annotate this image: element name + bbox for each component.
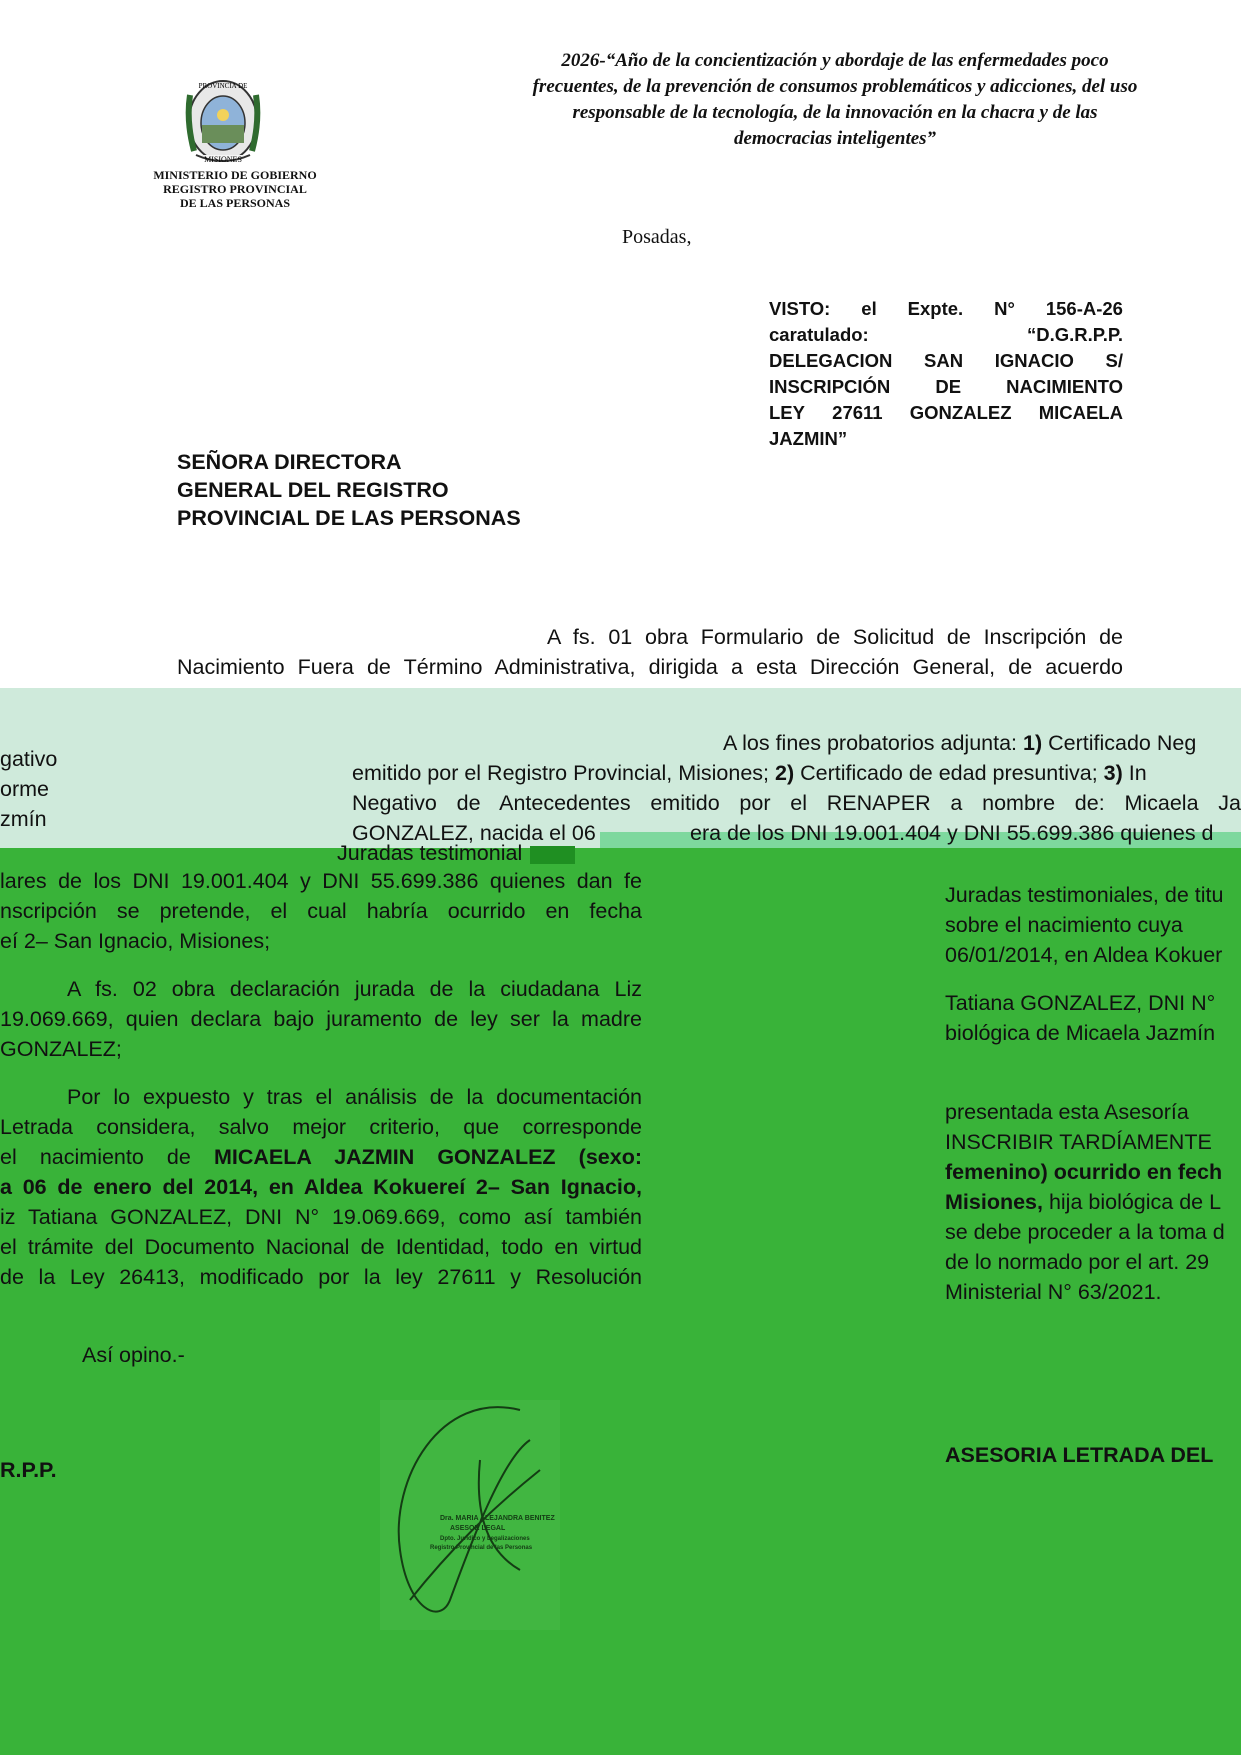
para1-line2: Nacimiento Fuera de Término Administrativa, dirigida a esta Dirección General, de acuerdo	[177, 655, 1123, 679]
seal-top-text: PROVINCIA DE	[198, 82, 248, 90]
left-line: el trámite del Documento Nacional de Identidad, todo en virtud	[0, 1235, 642, 1259]
motto-line: responsable de la tecnología, de la innovación en la chacra y de las	[572, 102, 1098, 123]
right-line: Misiones, hija biológica de L	[945, 1190, 1222, 1214]
left-line: nscripción se pretende, el cual habría ocurrido en fecha	[0, 899, 642, 923]
registry-name-2: DE LAS PERSONAS	[179, 196, 291, 210]
place-date: Posadas,	[622, 226, 692, 248]
addressee-line: GENERAL DEL REGISTRO	[177, 478, 449, 502]
right-line: biológica de Micaela Jazmín	[945, 1021, 1216, 1045]
closing-phrase: Así opino.-	[82, 1343, 185, 1367]
stamp-line: Registro Provincial de las Personas	[430, 1545, 533, 1551]
band-line2: emitido por el Registro Provincial, Misiones; 2) Certificado de edad presuntiva; 3) In	[352, 761, 1147, 785]
provincial-seal-logo	[180, 75, 266, 167]
visto-block: VISTO: el Expte. N° 156-A-26 caratulado: “D.G.R.P.P. DELEGACION SAN IGNACIO S/ INSCRIPCIÓN DE NACIMIENTO LEY 27611 GONZALEZ MICAELA JAZMIN”	[769, 298, 1123, 449]
motto-line: frecuentes, de la prevención de consumos problemáticos y adicciones, del uso	[532, 76, 1138, 97]
right-line: Ministerial N° 63/2021.	[945, 1280, 1162, 1304]
addressee-line: PROVINCIAL DE LAS PERSONAS	[177, 506, 521, 530]
left-line: Letrada considera, salvo mejor criterio, que corresponde	[0, 1115, 642, 1139]
office-fragment: R.P.P.	[0, 1458, 57, 1482]
left-line: A fs. 02 obra declaración jurada de la ciudadana Liz	[67, 977, 642, 1001]
band-left-fragment: zmín	[0, 807, 47, 831]
motto-line: democracias inteligentes”	[733, 128, 937, 149]
left-line: iz Tatiana GONZALEZ, DNI N° 19.069.669, como así también	[0, 1205, 642, 1229]
band-line1: A los fines probatorios adjunta: 1) Certificado Neg	[723, 731, 1197, 755]
right-line: Tatiana GONZALEZ, DNI N°	[945, 991, 1216, 1015]
right-line: sobre el nacimiento cuya	[945, 913, 1183, 937]
right-line: se debe proceder a la toma d	[945, 1220, 1225, 1244]
para1-line1: A fs. 01 obra Formulario de Solicitud de Inscripción de	[547, 625, 1123, 649]
addressee-line: SEÑORA DIRECTORA	[177, 450, 402, 474]
right-line: 06/01/2014, en Aldea Kokuer	[945, 943, 1223, 967]
ministry-name: MINISTERIO DE GOBIERNO	[153, 168, 317, 182]
left-line: eí 2– San Ignacio, Misiones;	[0, 929, 271, 953]
left-line: de la Ley 26413, modificado por la ley 27611 y Resolución	[0, 1265, 642, 1289]
registry-name: REGISTRO PROVINCIAL	[163, 182, 307, 196]
stamp-line: Dpto. Jurídico y Legalizaciones	[440, 1536, 530, 1542]
band-line4a: GONZALEZ, nacida el 06	[352, 821, 596, 845]
right-line: femenino) ocurrido en fech	[945, 1160, 1223, 1184]
left-line: GONZALEZ;	[0, 1037, 122, 1061]
seal-bottom-text: MISIONES	[204, 155, 242, 164]
scan-artifact	[530, 846, 575, 864]
left-line: a 06 de enero del 2014, en Aldea Kokuereí 2– San Ignacio,	[0, 1175, 642, 1199]
signature	[380, 1400, 560, 1630]
left-line: el nacimiento de MICAELA JAZMIN GONZALEZ (sexo:	[0, 1145, 643, 1169]
left-line: lares de los DNI 19.001.404 y DNI 55.699.386 quienes dan fe	[0, 869, 642, 893]
band-left-fragment: gativo	[0, 747, 58, 771]
office-signature: ASESORIA LETRADA DEL	[945, 1443, 1214, 1467]
right-line: INSCRIBIR TARDÍAMENTE	[945, 1130, 1212, 1154]
band-line5: Juradas testimonial	[337, 841, 523, 865]
band-line4b: era de los DNI 19.001.404 y DNI 55.699.386 quienes d	[690, 821, 1214, 845]
band-line3: Negativo de Antecedentes emitido por el RENAPER a nombre de: Micaela Ja	[352, 791, 1241, 815]
band-left-fragment: orme	[0, 777, 49, 801]
stamp-line: ASESOR LEGAL	[450, 1525, 506, 1532]
year-motto	[495, 48, 1175, 152]
left-line: Por lo expuesto y tras el análisis de la documentación	[67, 1085, 642, 1109]
right-line: de lo normado por el art. 29	[945, 1250, 1210, 1274]
right-line: presentada esta Asesoría	[945, 1100, 1189, 1124]
motto-line: 2026-“Año de la concientización y abordaje de las enfermedades poco	[561, 50, 1109, 71]
left-line: 19.069.669, quien declara bajo juramento de ley ser la madre	[0, 1007, 642, 1031]
right-line: Juradas testimoniales, de titu	[945, 883, 1224, 907]
stamp-line: Dra. MARIA ALEJANDRA BENITEZ	[440, 1515, 555, 1522]
